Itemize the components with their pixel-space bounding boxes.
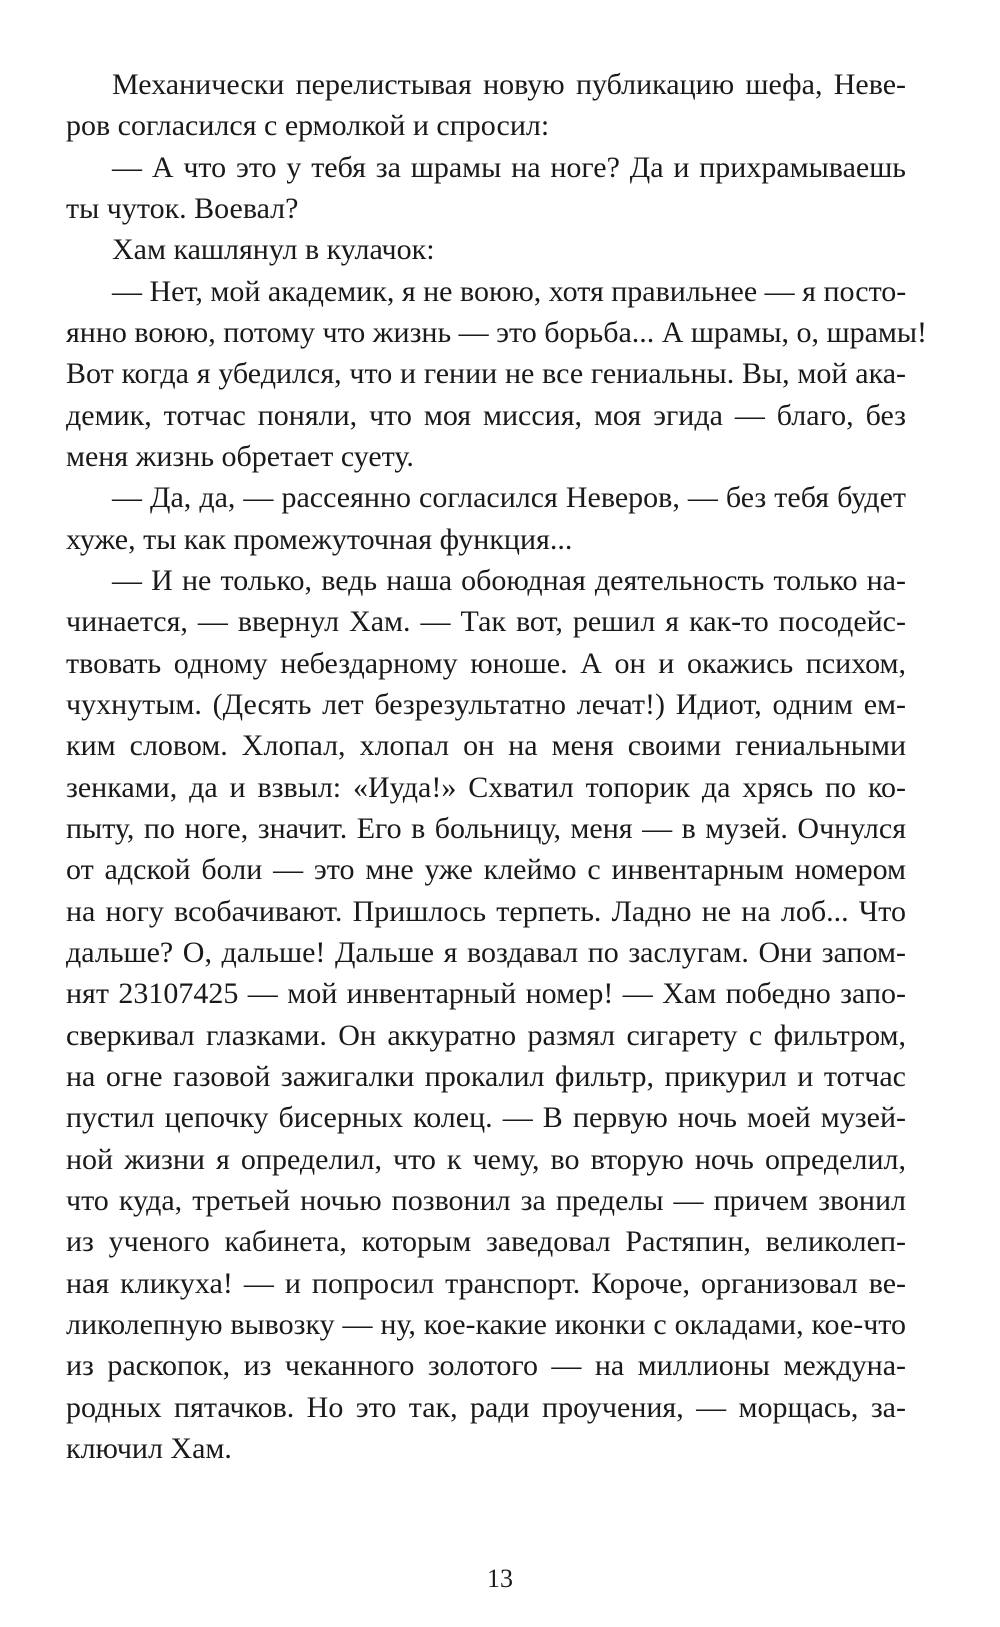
text-line: из ученого кабинета, которым заведовал Растяпин, великолеп-: [66, 1225, 906, 1259]
text-line: что куда, третьей ночью позвонил за пределы — причем звонил: [66, 1183, 906, 1217]
text-line: ной жизни я определил, что к чему, во вторую ночь определил,: [66, 1142, 906, 1176]
text-line: — Нет, мой академик, я не воюю, хотя правильнее — я посто-: [112, 274, 907, 308]
text-line: ров согласился с ермолкой и спросил:: [66, 109, 550, 143]
text-line: пыту, по ноге, значит. Его в больницу, меня — в музей. Очнулся: [66, 811, 906, 845]
text-line: от адской боли — это мне уже клеймо с инвентарным номером: [66, 853, 906, 887]
text-line: на ногу всобачивают. Пришлось терпеть. Ладно не на лоб... Что: [66, 894, 906, 928]
text-line: — И не только, ведь наша обоюдная деятельность только на-: [112, 563, 906, 597]
text-line: — А что это у тебя за шрамы на ноге? Да и прихрамываешь: [112, 150, 906, 184]
text-line: родных пятачков. Но это так, ради проучения, — морщась, за-: [66, 1390, 906, 1424]
text-line: ликолепную вывозку — ну, кое-какие иконки с окладами, кое-что: [66, 1307, 906, 1341]
text-line: ключил Хам.: [66, 1431, 232, 1465]
text-line: демик, тотчас поняли, что моя миссия, моя эгида — благо, без: [66, 398, 906, 432]
page-number: 13: [487, 1564, 513, 1593]
text-line: чинается, — ввернул Хам. — Так вот, решил я как-то посодейс-: [66, 605, 906, 639]
text-line: ная кликуха! — и попросил транспорт. Короче, организовал ве-: [66, 1266, 906, 1300]
text-line: Вот когда я убедился, что и гении не все гениальны. Вы, мой ака-: [66, 357, 906, 391]
text-line: нят 23107425 — мой инвентарный номер! — Хам победно запо-: [66, 977, 906, 1011]
text-line: из раскопок, из чеканного золотого — на миллионы междуна-: [66, 1349, 906, 1383]
text-line: ким словом. Хлопал, хлопал он на меня своими гениальными: [66, 729, 906, 763]
text-line: меня жизнь обретает суету.: [66, 439, 414, 473]
text-line: янно воюю, потому что жизнь — это борьба... А шрамы, о, шрамы!: [66, 315, 928, 349]
page-body-text: [66, 64, 928, 1469]
text-line: — Да, да, — рассеянно согласился Неверов, — без тебя будет: [112, 481, 906, 515]
text-line: хуже, ты как промежуточная функция...: [66, 522, 573, 556]
text-line: чухнутым. (Десять лет безрезультатно лечат!) Идиот, одним ем-: [66, 687, 906, 721]
text-line: на огне газовой зажигалки прокалил фильтр, прикурил и тотчас: [66, 1059, 906, 1093]
text-line: дальше? О, дальше! Дальше я воздавал по заслугам. Они запом-: [66, 935, 906, 969]
text-line: ты чуток. Воевал?: [66, 191, 299, 225]
text-line: пустил цепочку бисерных колец. — В первую ночь моей музей-: [66, 1101, 906, 1135]
text-line: Хам кашлянул в кулачок:: [112, 233, 435, 267]
text-line: твовать одному небездарному юноше. А он и окажись психом,: [66, 646, 906, 680]
text-line: Механически перелистывая новую публикацию шефа, Неве-: [112, 68, 906, 101]
text-line: зенками, да и взвыл: «Иуда!» Схватил топорик да хрясь по ко-: [66, 770, 906, 804]
text-line: сверкивал глазками. Он аккуратно размял сигарету с фильтром,: [66, 1018, 906, 1052]
